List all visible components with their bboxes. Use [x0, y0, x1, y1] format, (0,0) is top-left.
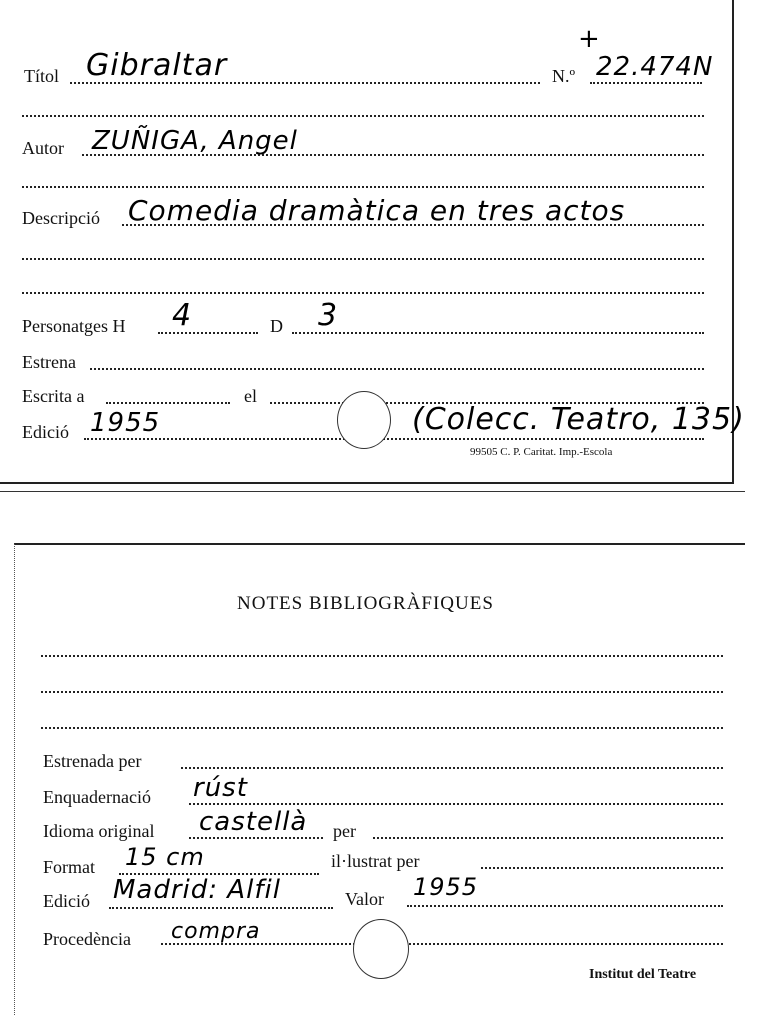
blank-line: [22, 115, 704, 117]
illustrat-label: il·lustrat per: [331, 851, 420, 871]
blank-line: [41, 727, 723, 729]
descripcio-value: Comedia dramàtica en tres actos: [128, 194, 626, 227]
blank-line: [22, 186, 704, 188]
edicio-value: 1955: [90, 408, 161, 438]
personatges-h-value: 4: [172, 298, 193, 333]
illustrat-line: [481, 867, 723, 869]
el-label: el: [244, 386, 257, 406]
personatges-d-value: 3: [318, 298, 339, 333]
num-label: N.º: [552, 66, 576, 86]
num-line: [590, 82, 702, 84]
format-value: 15 cm: [125, 843, 205, 871]
autor-label: Autor: [22, 138, 64, 158]
estrena-label: Estrena: [22, 352, 76, 372]
personatges-h-label: Personatges H: [22, 316, 126, 336]
idioma-line: [189, 837, 323, 839]
enquadernacio-value: rúst: [193, 773, 248, 803]
per-label: per: [333, 821, 356, 841]
procedencia-value: compra: [171, 919, 261, 944]
catalog-card-back: [14, 543, 745, 1015]
idioma-value: castellà: [199, 807, 308, 837]
back-edicio-line: [109, 907, 333, 909]
card-divider: [0, 491, 745, 492]
institution-label: Institut del Teatre: [589, 967, 697, 982]
escrita-label: Escrita a: [22, 386, 85, 406]
estrenada-label: Estrenada per: [43, 751, 142, 771]
catalog-card-front: [0, 0, 745, 484]
valor-label: Valor: [345, 889, 384, 909]
estrena-line: [90, 368, 704, 370]
personatges-d-label: D: [270, 316, 283, 336]
titol-label: Títol: [24, 66, 59, 86]
punch-hole: [353, 919, 409, 979]
blank-line: [41, 655, 723, 657]
format-label: Format: [43, 857, 95, 877]
escrita-line: [106, 402, 230, 404]
idioma-label: Idioma original: [43, 821, 155, 841]
autor-value: ZUÑIGA, Angel: [92, 126, 298, 156]
descripcio-label: Descripció: [22, 208, 100, 228]
back-edicio-value: Madrid: Alfil: [113, 875, 281, 905]
titol-value: Gibraltar: [86, 48, 228, 83]
valor-value: 1955: [413, 873, 479, 901]
edicio-label: Edició: [22, 422, 69, 442]
enquadernacio-line: [189, 803, 723, 805]
punch-hole: [337, 391, 391, 449]
edicio-line: [84, 438, 704, 440]
procedencia-label: Procedència: [43, 929, 131, 949]
back-edicio-label: Edició: [43, 891, 90, 911]
num-mark: +: [578, 24, 601, 54]
edicio-note: (Colecc. Teatro, 135): [412, 402, 745, 437]
num-value: 22.474N: [596, 52, 714, 82]
enquadernacio-label: Enquadernació: [43, 787, 151, 807]
personatges-d-line: [292, 332, 704, 334]
per-line: [373, 837, 723, 839]
blank-line: [41, 691, 723, 693]
blank-line: [22, 292, 704, 294]
blank-line: [22, 258, 704, 260]
printer-imprint: 99505 C. P. Caritat. Imp.-Escola: [470, 446, 613, 458]
valor-line: [407, 905, 723, 907]
estrenada-line: [181, 767, 723, 769]
notes-title: NOTES BIBLIOGRÀFIQUES: [237, 593, 494, 614]
